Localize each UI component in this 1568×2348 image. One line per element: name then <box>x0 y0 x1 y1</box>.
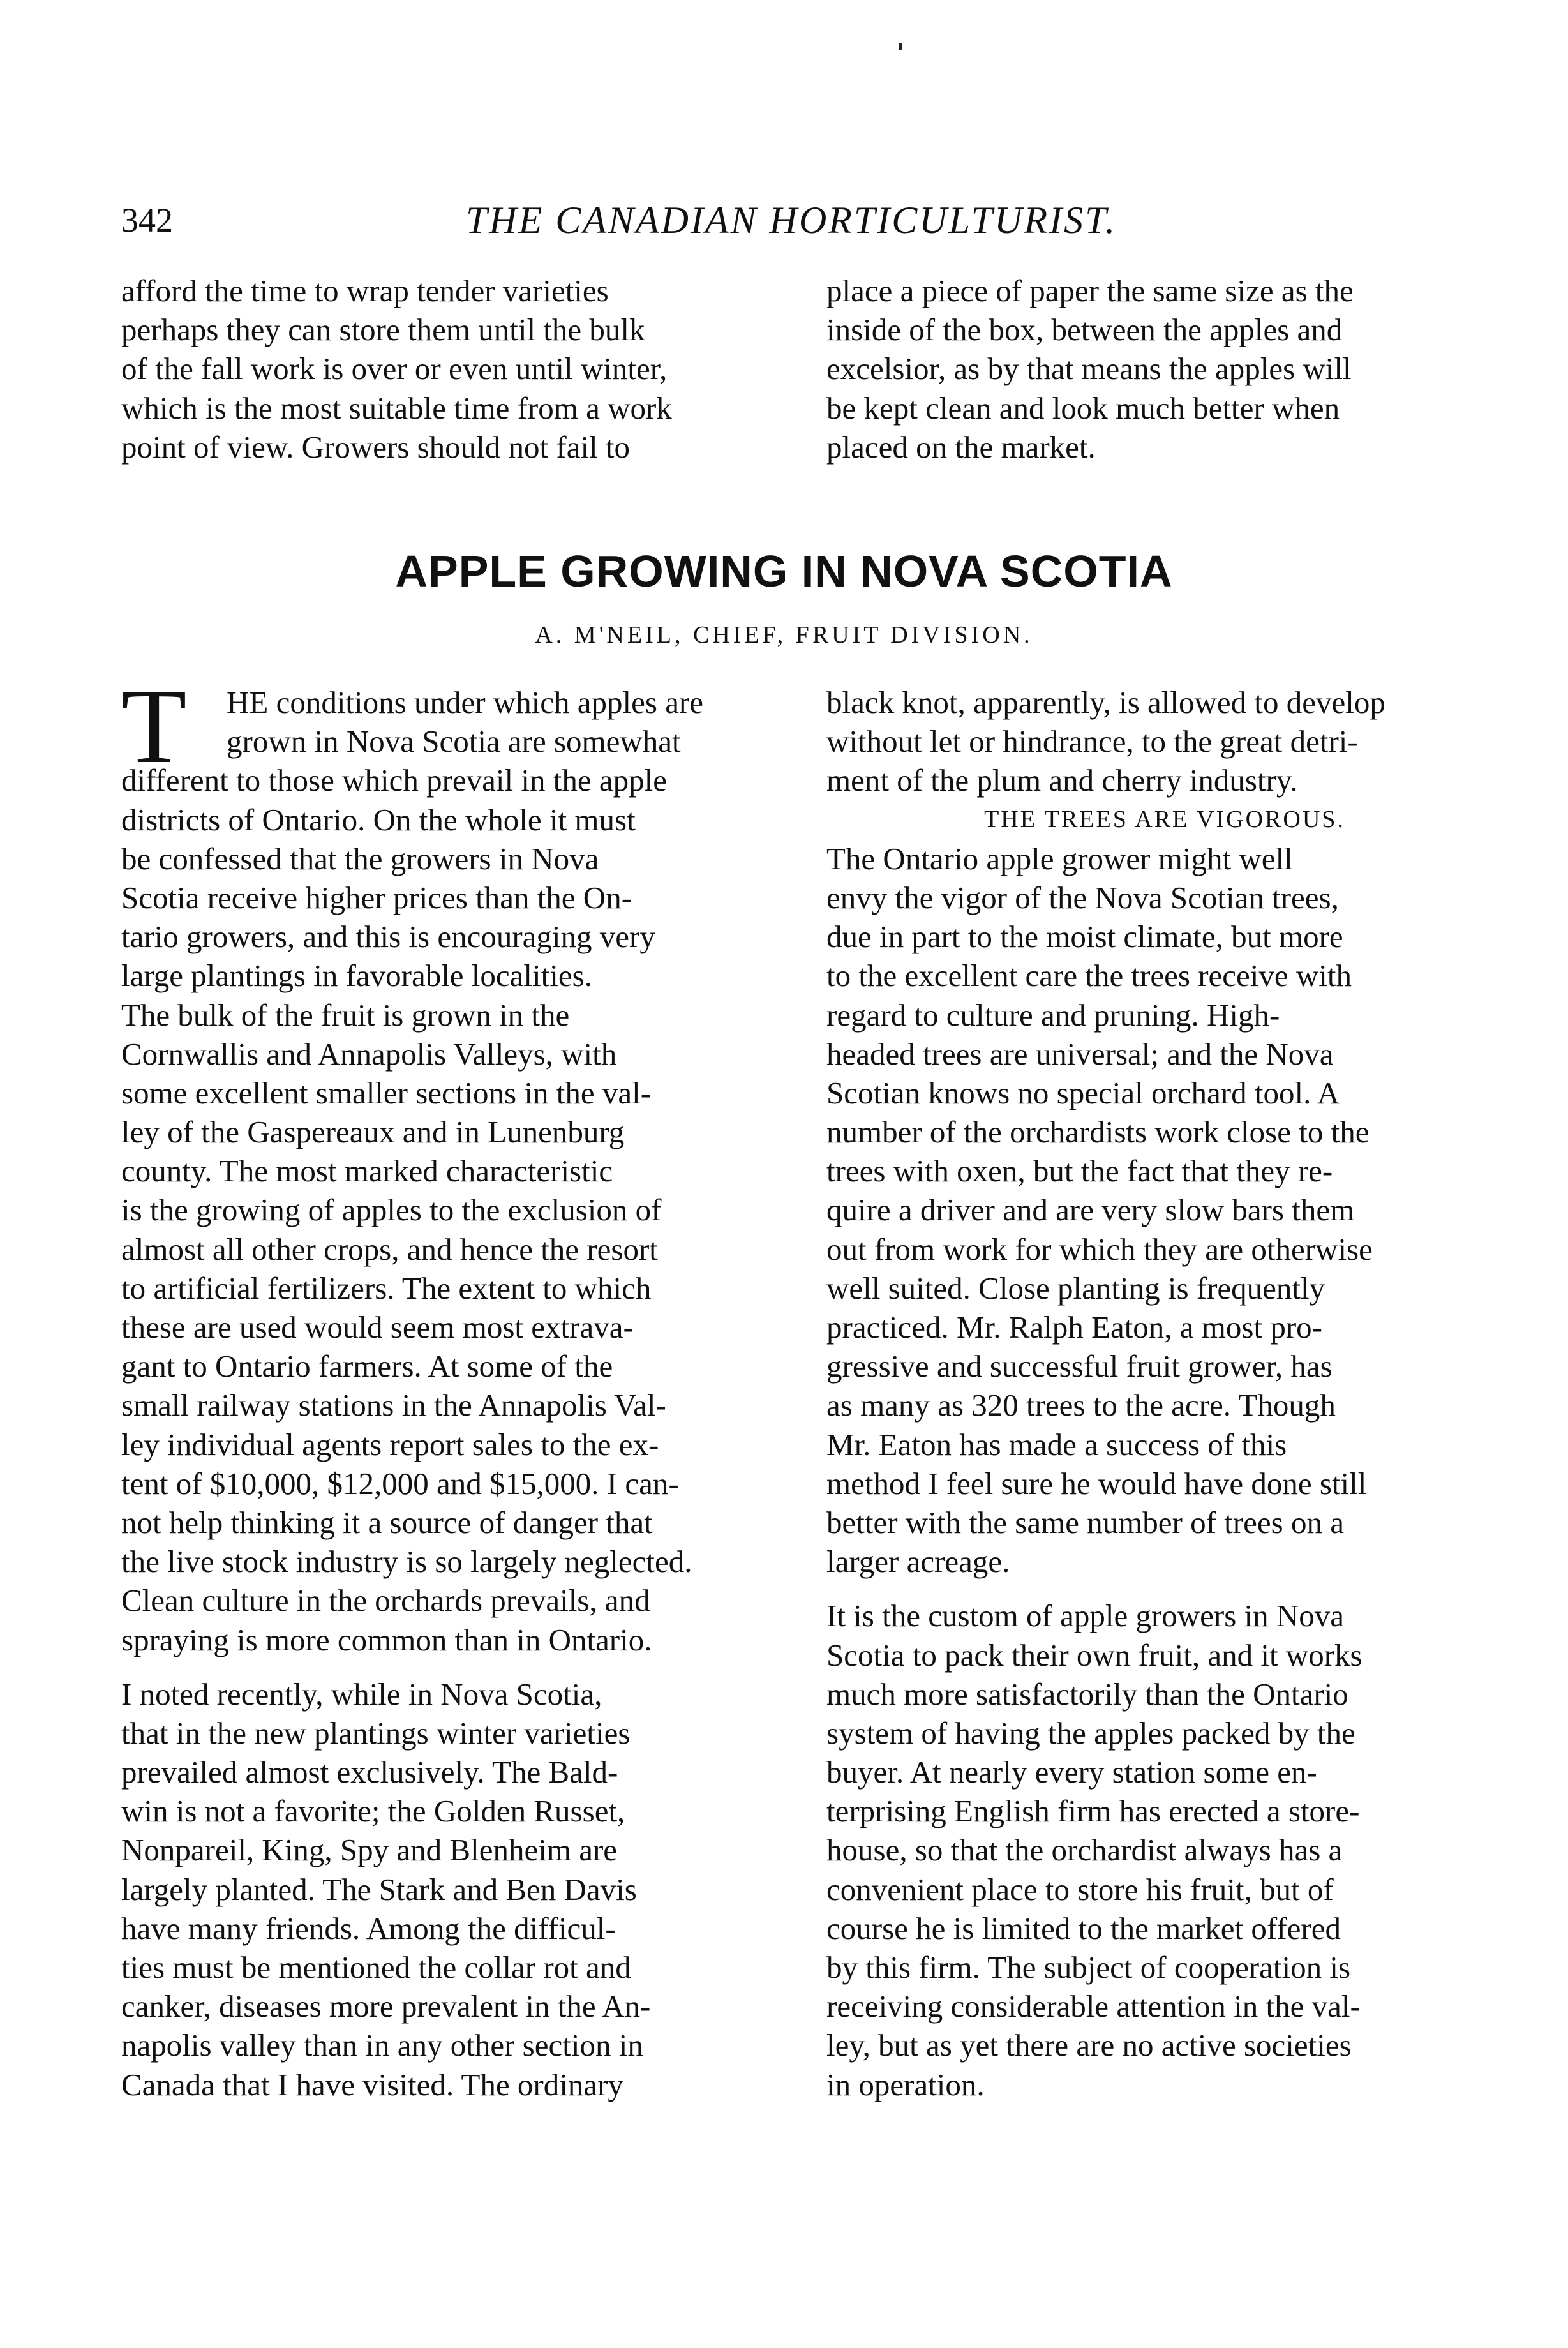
text-line: small railway stations in the Annapolis Val- <box>121 1387 666 1423</box>
top-right-column <box>826 271 1503 467</box>
text-line: much more satisfactorily than the Ontario <box>826 1676 1348 1712</box>
drop-cap: T <box>121 667 187 786</box>
text-line: headed trees are universal; and the Nova <box>826 1036 1334 1072</box>
text-line: quire a driver and are very slow bars them <box>826 1192 1355 1228</box>
text-line: be kept clean and look much better when <box>826 390 1340 426</box>
paragraph-gap <box>826 1581 1503 1596</box>
text-line: spraying is more common than in Ontario. <box>121 1622 652 1657</box>
text-line: large plantings in favorable localities. <box>121 958 592 994</box>
text-line: these are used would seem most extrava- <box>121 1310 634 1345</box>
left-body-column <box>121 667 795 2104</box>
text-line: prevailed almost exclusively. The Bald- <box>121 1754 618 1790</box>
text-line: have many friends. Among the difficul- <box>121 1910 616 1946</box>
text-line: tent of $10,000, $12,000 and $15,000. I can- <box>121 1465 679 1501</box>
top-left-column <box>121 271 795 467</box>
text-line: The Ontario apple grower might well <box>826 841 1293 876</box>
text-line: the live stock industry is so largely neglected. <box>121 1544 692 1580</box>
article-byline: A. M'NEIL, CHIEF, FRUIT DIVISION. <box>535 622 1033 648</box>
text-line: tario growers, and this is encouraging very <box>121 919 655 955</box>
text-line: perhaps they can store them until the bulk <box>121 312 645 348</box>
text-line: Scotia to pack their own fruit, and it works <box>826 1637 1363 1673</box>
text-line: regard to culture and pruning. High- <box>826 997 1280 1033</box>
text-line: terprising English firm has erected a store- <box>826 1793 1360 1829</box>
text-line: Scotia receive higher prices than the On- <box>121 879 632 915</box>
text-line: practiced. Mr. Ralph Eaton, a most pro- <box>826 1310 1322 1345</box>
text-line: Canada that I have visited. The ordinary <box>121 2067 623 2102</box>
text-line: is the growing of apples to the exclusion of <box>121 1192 662 1228</box>
text-line: point of view. Growers should not fail to <box>121 429 631 465</box>
text-line: gressive and successful fruit grower, has <box>826 1349 1333 1384</box>
page-number: 342 <box>121 201 173 239</box>
paragraph-gap <box>121 1659 795 1675</box>
text-line: by this firm. The subject of cooperation is <box>826 1950 1351 1985</box>
text-line: to the excellent care the trees receive with <box>826 958 1352 994</box>
text-line: well suited. Close planting is frequently <box>826 1270 1325 1306</box>
text-line: ley of the Gaspereaux and in Lunenburg <box>121 1114 625 1150</box>
text-line: which is the most suitable time from a work <box>121 390 672 426</box>
text-line: ties must be mentioned the collar rot and <box>121 1950 631 1985</box>
text-line: HE conditions under which apples are <box>227 685 704 720</box>
text-line: due in part to the moist climate, but more <box>826 919 1343 955</box>
text-line: inside of the box, between the apples and <box>826 312 1343 348</box>
text-line: ment of the plum and cherry industry. <box>826 763 1298 798</box>
text-line: some excellent smaller sections in the val- <box>121 1075 652 1110</box>
text-line: number of the orchardists work close to the <box>826 1114 1370 1150</box>
text-line: The bulk of the fruit is grown in the <box>121 997 570 1033</box>
text-line: convenient place to store his fruit, but of <box>826 1871 1334 1907</box>
text-line: I noted recently, while in Nova Scotia, <box>121 1676 602 1712</box>
text-line: county. The most marked characteristic <box>121 1153 613 1189</box>
text-line: larger acreage. <box>826 1544 1010 1580</box>
text-line: better with the same number of trees on a <box>826 1504 1344 1540</box>
right-body-column <box>826 683 1503 2104</box>
text-line: Cornwallis and Annapolis Valleys, with <box>121 1036 617 1072</box>
text-line: without let or hindrance, to the great detri- <box>826 724 1358 759</box>
text-line: method I feel sure he would have done still <box>826 1465 1367 1501</box>
text-line: Nonpareil, King, Spy and Blenheim are <box>121 1832 618 1868</box>
text-line: ley, but as yet there are no active societies <box>826 2028 1352 2063</box>
text-line: largely planted. The Stark and Ben Davis <box>121 1871 637 1907</box>
text-line: districts of Ontario. On the whole it must <box>121 802 636 837</box>
text-line: gant to Ontario farmers. At some of the <box>121 1349 613 1384</box>
text-line: grown in Nova Scotia are somewhat <box>227 724 681 759</box>
text-line: excelsior, as by that means the apples will <box>826 351 1352 387</box>
text-line: not help thinking it a source of danger that <box>121 1504 653 1540</box>
text-line: canker, diseases more prevalent in the An- <box>121 1989 651 2024</box>
text-line: course he is limited to the market offered <box>826 1910 1341 1946</box>
text-line: different to those which prevail in the apple <box>121 763 667 798</box>
running-title: THE CANADIAN HORTICULTURIST. <box>465 199 1117 241</box>
text-line: receiving considerable attention in the val- <box>826 1989 1361 2024</box>
text-line: napolis valley than in any other section in <box>121 2028 643 2063</box>
text-line: as many as 320 trees to the acre. Though <box>826 1387 1336 1423</box>
text-line: envy the vigor of the Nova Scotian trees, <box>826 879 1339 915</box>
text-line: Mr. Eaton has made a success of this <box>826 1426 1287 1462</box>
text-line: ley individual agents report sales to the ex- <box>121 1426 659 1462</box>
text-line: of the fall work is over or even until winter, <box>121 351 668 387</box>
text-line: trees with oxen, but the fact that they re- <box>826 1153 1333 1189</box>
text-line: to artificial fertilizers. The extent to which <box>121 1270 652 1306</box>
text-line: placed on the market. <box>826 429 1096 465</box>
text-line: be confessed that the growers in Nova <box>121 841 599 876</box>
text-line: Scotian knows no special orchard tool. A <box>826 1075 1340 1110</box>
text-line: in operation. <box>826 2067 985 2102</box>
text-line: Clean culture in the orchards prevails, and <box>121 1583 650 1619</box>
text-line: that in the new plantings winter varieties <box>121 1715 631 1751</box>
text-line: almost all other crops, and hence the resort <box>121 1231 658 1267</box>
page-header <box>121 195 1461 246</box>
text-line: win is not a favorite; the Golden Russet, <box>121 1793 625 1829</box>
text-line: buyer. At nearly every station some en- <box>826 1754 1317 1790</box>
text-line: It is the custom of apple growers in Nova <box>826 1598 1345 1634</box>
ink-speck <box>899 43 902 50</box>
text-line: afford the time to wrap tender varieties <box>121 273 609 308</box>
text-line: system of having the apples packed by the <box>826 1715 1355 1751</box>
text-line: house, so that the orchardist always has a <box>826 1832 1343 1868</box>
text-line: black knot, apparently, is allowed to develop <box>826 685 1385 720</box>
article-title: APPLE GROWING IN NOVA SCOTIA <box>395 546 1173 596</box>
section-subhead: THE TREES ARE VIGOROUS. <box>984 805 1345 833</box>
text-line: out from work for which they are otherwise <box>826 1231 1373 1267</box>
text-line: place a piece of paper the same size as the <box>826 273 1354 308</box>
